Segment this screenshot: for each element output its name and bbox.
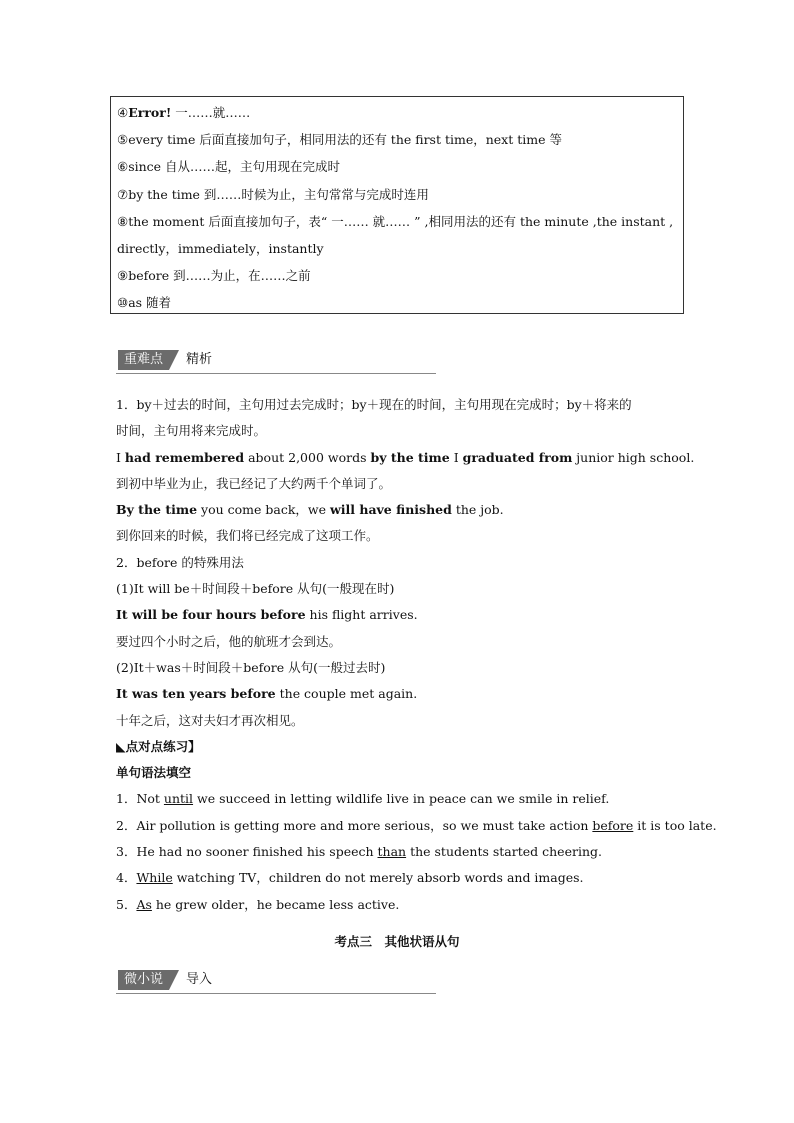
translation: 到初中毕业为止，我已经记了大约两千个单词了。 [116,475,392,491]
text-run: watching TV，children do not merely absorb words and images. [172,870,584,886]
bold-run: graduated from [462,449,573,465]
error-text: Error! [128,105,172,120]
section-title-text: 考点三 其他状语从句 [334,934,460,949]
bold-run: It will be four hours before [116,607,306,623]
banner-text: 导入 [186,972,213,987]
banner-rule [116,993,436,994]
banner-rule [116,373,436,374]
bold-run: By the time [116,502,198,518]
paragraph: 时间，主句用将来完成时。 [116,423,267,439]
text-run: the students started cheering. [406,844,602,860]
paragraph: 2．before 的特殊用法 [116,554,244,570]
text-run: you come back，we [197,502,330,518]
exercise-item [116,813,717,839]
practice-subheading: 单句语法填空 [116,765,192,781]
summary-box [110,96,684,314]
paragraph: (1)It will be＋时间段＋before 从句(一般现在时) [116,581,395,597]
practice-heading: ◣点对点练习】 [116,738,201,754]
example-sentence [116,497,686,523]
section-banner-analysis [116,344,436,374]
box-line-8: ⑧the moment 后面直接加句子，表“ 一…… 就…… ” ,相同用法的还有 the minute ,the instant , [117,213,674,229]
text-run: we succeed in letting wildlife live in peace can we smile in relief. [193,791,610,807]
example-sentence [116,681,686,707]
text-run: 4． [116,870,137,886]
exercise-item [116,786,686,812]
box-line-7: ⑦by the time 到……时候为止，主句常常与完成时连用 [117,186,429,202]
translation: 十年之后，这对夫妇才再次相见。 [116,712,304,728]
box-line-8-cont: directly，immediately，instantly [117,240,324,256]
example-sentence [116,602,686,628]
translation: 要过四个小时之后，他的航班才会到达。 [116,633,342,649]
text-run: his flight arrives. [305,607,418,623]
bold-run: will have finished [330,502,452,518]
box-line-5: ⑤every time 后面直接加句子，相同用法的还有 the first time，next time 等 [117,132,562,148]
text-run: I [116,449,125,465]
box-line-4 [117,99,677,126]
text-run: the job. [451,502,504,518]
text-run: it is too late. [633,817,717,833]
section-title [0,932,794,950]
section-banner-intro [116,964,436,994]
answer-blank: until [163,791,194,807]
exercise-item [116,865,686,891]
paragraph: (2)It＋was＋时间段＋before 从句(一般过去时) [116,659,386,675]
text-run: 3．He had no sooner finished his speech [116,844,378,860]
box-line-6: ⑥since 自从……起，主句用现在完成时 [117,159,341,175]
box-line-4-text: 一……就…… [171,105,251,120]
text-run: 1．Not [116,791,164,807]
answer-blank: before [592,817,634,833]
text-run: about 2,000 words [244,449,371,465]
example-sentence [116,445,695,471]
answer-blank: As [136,896,152,912]
exercise-item [116,839,686,865]
text-run: 2．Air pollution is getting more and more serious，so we must take action [116,817,593,833]
box-line-10: ⑩as 随着 [117,295,172,311]
translation: 到你回来的时候，我们将已经完成了这项工作。 [116,528,379,544]
banner-tag: 重难点 [118,350,169,370]
exercise-item [116,892,686,918]
text-run: I [449,449,463,465]
text-run: junior high school. [572,449,695,465]
box-line-9: ⑨before 到……为止，在……之前 [117,268,311,284]
text-run: the couple met again. [275,686,418,702]
paragraph: 1．by＋过去的时间，主句用过去完成时；by＋现在的时间，主句用现在完成时；by＋将来的 [116,397,632,412]
banner-tag: 微小说 [118,970,169,990]
banner-text: 精析 [186,352,213,367]
circled-number: ④ [117,105,129,120]
text-run: he grew older，he became less active. [151,896,400,912]
bold-run: It was ten years before [116,686,276,702]
answer-blank: While [136,870,173,886]
analysis-body [116,392,717,918]
bold-run: had remembered [124,449,245,465]
bold-run: by the time [370,449,450,465]
answer-blank: than [377,844,407,860]
text-run: 5． [116,896,137,912]
